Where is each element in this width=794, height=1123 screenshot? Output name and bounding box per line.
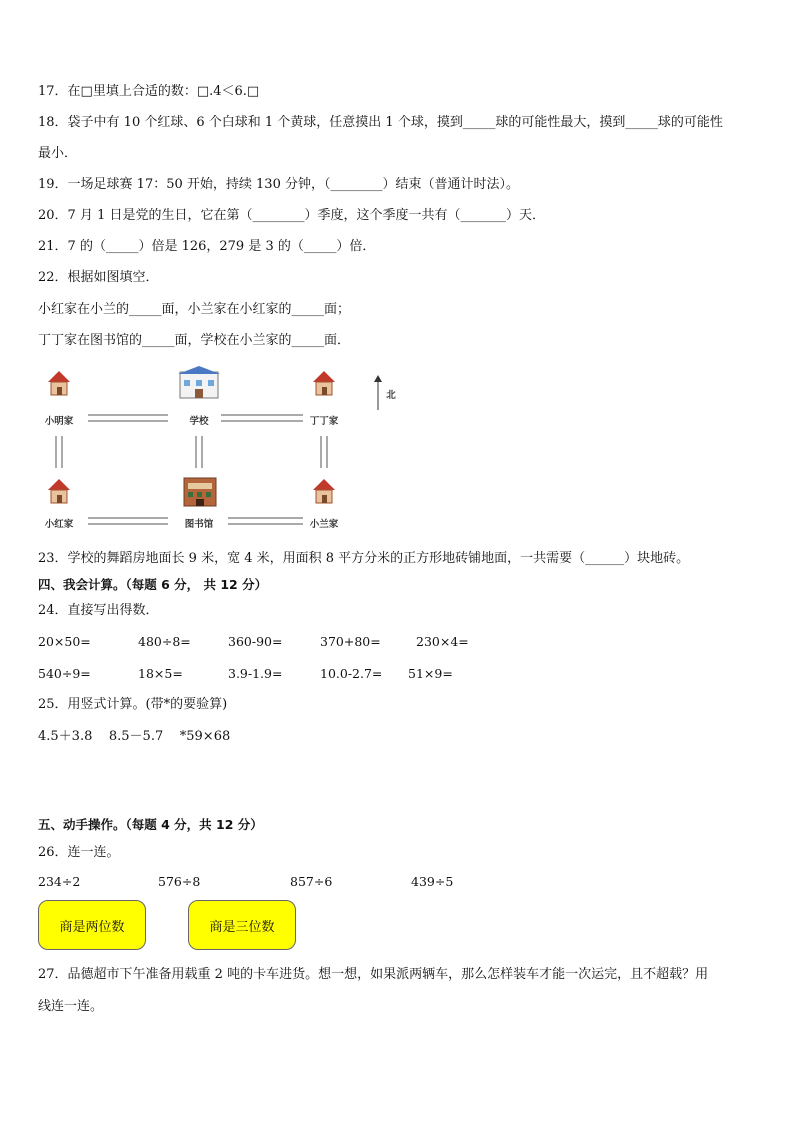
question-17: 17．在□里填上合适的数：□.4＜6.□ xyxy=(38,84,260,99)
calc-item: 10.0-2.7= xyxy=(320,666,383,681)
question-25-items: 4.5＋3.8 8.5－5.7 *59×68 xyxy=(38,729,231,744)
section-4-heading: 四、我会计算。（每题 6 分， 共 12 分） xyxy=(38,577,268,592)
question-22: 22．根据如图填空． xyxy=(38,270,159,285)
map-label-north: 北 xyxy=(386,390,396,401)
dingding-house-icon xyxy=(313,371,335,395)
question-18-line1: 18．袋子中有 10 个红球、6 个白球和 1 个黄球，任意摸出 1 个球，摸到_____球的可能性最大，摸到_____球的可能性 xyxy=(38,115,723,130)
calc-item: 230×4= xyxy=(416,634,469,649)
question-23: 23．学校的舞蹈房地面长 9 米，宽 4 米，用面积 8 平方分米的正方形地砖铺地面，一共需要（______）块地砖。 xyxy=(38,551,690,566)
map-roads xyxy=(56,415,327,524)
direction-map xyxy=(38,366,398,536)
question-24: 24．直接写出得数． xyxy=(38,603,159,618)
question-18-line2: 最小． xyxy=(38,146,78,161)
school-building-icon xyxy=(178,366,220,398)
question-22-fill-line1: 小红家在小兰的_____面，小兰家在小红家的_____面； xyxy=(38,302,351,317)
map-label-xiaoming: 小明家 xyxy=(44,416,74,427)
calc-item: 3.9-1.9= xyxy=(228,666,283,681)
division-item: 576÷8 xyxy=(158,874,201,889)
map-label-xiaohong: 小红家 xyxy=(44,519,74,530)
calc-item: 18×5= xyxy=(138,666,183,681)
xiaohong-house-icon xyxy=(48,479,70,503)
calc-item: 540÷9= xyxy=(38,666,91,681)
section-5-heading: 五、动手操作。（每题 4 分，共 12 分） xyxy=(38,817,263,832)
library-building-icon xyxy=(184,478,216,506)
question-21: 21．7 的（_____）倍是 126，279 是 3 的（_____）倍． xyxy=(38,239,376,254)
question-22-fill-line2: 丁丁家在图书馆的_____面，学校在小兰家的_____面． xyxy=(38,333,351,348)
calc-item: 480÷8= xyxy=(138,634,191,649)
bubble-two-digit-quotient[interactable]: 商是两位数 xyxy=(38,900,146,950)
question-27-line1: 27．品德超市下午准备用载重 2 吨的卡车进货。想一想，如果派两辆车，那么怎样装车才能一次运完，且不超载？用 xyxy=(38,967,709,982)
map-label-dingding: 丁丁家 xyxy=(309,416,339,427)
question-27-line2: 线连一连。 xyxy=(38,999,104,1014)
question-25: 25．用竖式计算。(带*的要验算) xyxy=(38,697,228,712)
map-label-library: 图书馆 xyxy=(184,519,214,530)
calc-item: 360-90= xyxy=(228,634,283,649)
calc-item: 51×9= xyxy=(408,666,453,681)
division-item: 857÷6 xyxy=(290,874,333,889)
xiaoming-house-icon xyxy=(48,371,70,395)
map-label-xiaolan: 小兰家 xyxy=(309,519,339,530)
division-item: 439÷5 xyxy=(411,874,454,889)
division-item: 234÷2 xyxy=(38,874,81,889)
calc-item: 370+80= xyxy=(320,634,381,649)
question-26: 26．连一连。 xyxy=(38,845,120,860)
bubble-three-digit-quotient[interactable]: 商是三位数 xyxy=(188,900,296,950)
question-20: 20．7 月 1 日是党的生日，它在第（________）季度，这个季度一共有（_______）天． xyxy=(38,208,545,223)
question-19: 19．一场足球赛 17：50 开始，持续 130 分钟，（________）结束（普通计时法）。 xyxy=(38,177,519,192)
xiaolan-house-icon xyxy=(313,479,335,503)
map-label-school: 学校 xyxy=(189,416,209,427)
north-arrow-icon xyxy=(374,375,382,410)
calc-item: 20×50= xyxy=(38,634,91,649)
